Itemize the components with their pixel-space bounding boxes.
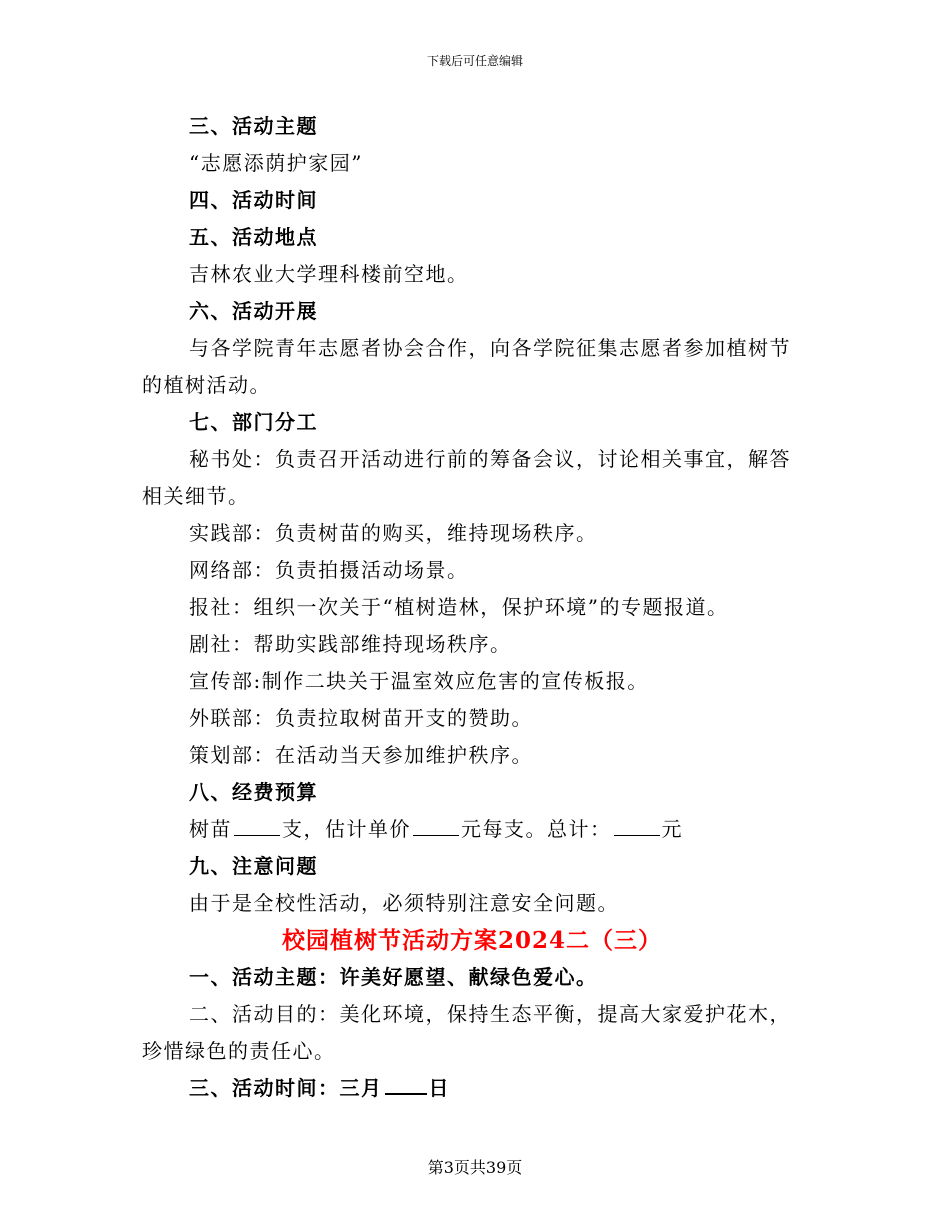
activity-time-day: 日: [428, 1076, 450, 1100]
section-heading: 三、活动主题: [189, 114, 318, 138]
budget-text-2: 支，估计单价: [282, 817, 411, 841]
paragraph-line: 外联部：负责拉取树苗开支的赞助。: [189, 706, 533, 730]
section-block-2: [142, 848, 802, 922]
page-footer-number: 第3页共39页: [427, 1158, 523, 1177]
section-heading: 七、部门分工: [189, 410, 318, 434]
section-heading: 九、注意问题: [189, 854, 318, 878]
section-block-1: [142, 108, 802, 811]
paragraph-line: 吉林农业大学理科楼前空地。: [189, 262, 469, 286]
paragraph-line: 剧社：帮助实践部维持现场秩序。: [189, 632, 512, 656]
activity-time-line: [142, 1070, 802, 1107]
paragraph-line: 由于是全校性活动，必须特别注意安全问题。: [189, 891, 619, 915]
budget-text-1: 树苗: [189, 817, 232, 841]
section-heading: 六、活动开展: [189, 299, 318, 323]
paragraph-line: 策划部：在活动当天参加维护秩序。: [189, 743, 533, 767]
paragraph-line: 二、活动目的：美化环境，保持生态平衡，提高大家爱护花木，: [189, 1002, 791, 1026]
activity-time-blank: [385, 1073, 427, 1095]
activity-time-text: 三、活动时间：三月: [189, 1076, 383, 1100]
budget-blank-total: [614, 815, 660, 836]
budget-blank-unit-price: [413, 815, 459, 836]
paragraph-line: 实践部：负责树苗的购买，维持现场秩序。: [189, 521, 598, 545]
section-heading: 八、经费预算: [189, 780, 318, 804]
budget-text-4: 元: [661, 817, 683, 841]
paragraph-line: 宣传部:制作二块关于温室效应危害的宣传板报。: [189, 669, 649, 693]
section-title: 校园植树节活动方案2024二（三）: [281, 927, 662, 954]
page-header-note: 下载后可任意编辑: [426, 54, 523, 68]
paragraph-line: 与各学院青年志愿者协会合作，向各学院征集志愿者参加植树节: [189, 336, 791, 360]
paragraph-line: “志愿添荫护家园”: [189, 151, 363, 175]
paragraph-line: 的植树活动。: [142, 373, 271, 397]
paragraph-line: 相关细节。: [142, 484, 250, 508]
document-body: [142, 108, 802, 1107]
budget-line: [142, 811, 802, 848]
section-heading: 五、活动地点: [189, 225, 318, 249]
paragraph-line: 网络部：负责拍摄活动场景。: [189, 558, 469, 582]
budget-blank-quantity: [234, 815, 280, 836]
section-block-3: [142, 959, 802, 1070]
paragraph-line: 报社：组织一次关于“植树造林，保护环境”的专题报道。: [189, 595, 729, 619]
section-heading: 四、活动时间: [189, 188, 318, 212]
paragraph-line: 秘书处：负责召开活动进行前的筹备会议，讨论相关事宜，解答: [189, 447, 791, 471]
budget-text-3: 元每支。总计：: [461, 817, 612, 841]
section-heading: 一、活动主题：许美好愿望、献绿色爱心。: [189, 965, 598, 989]
paragraph-line: 珍惜绿色的责任心。: [142, 1039, 336, 1063]
